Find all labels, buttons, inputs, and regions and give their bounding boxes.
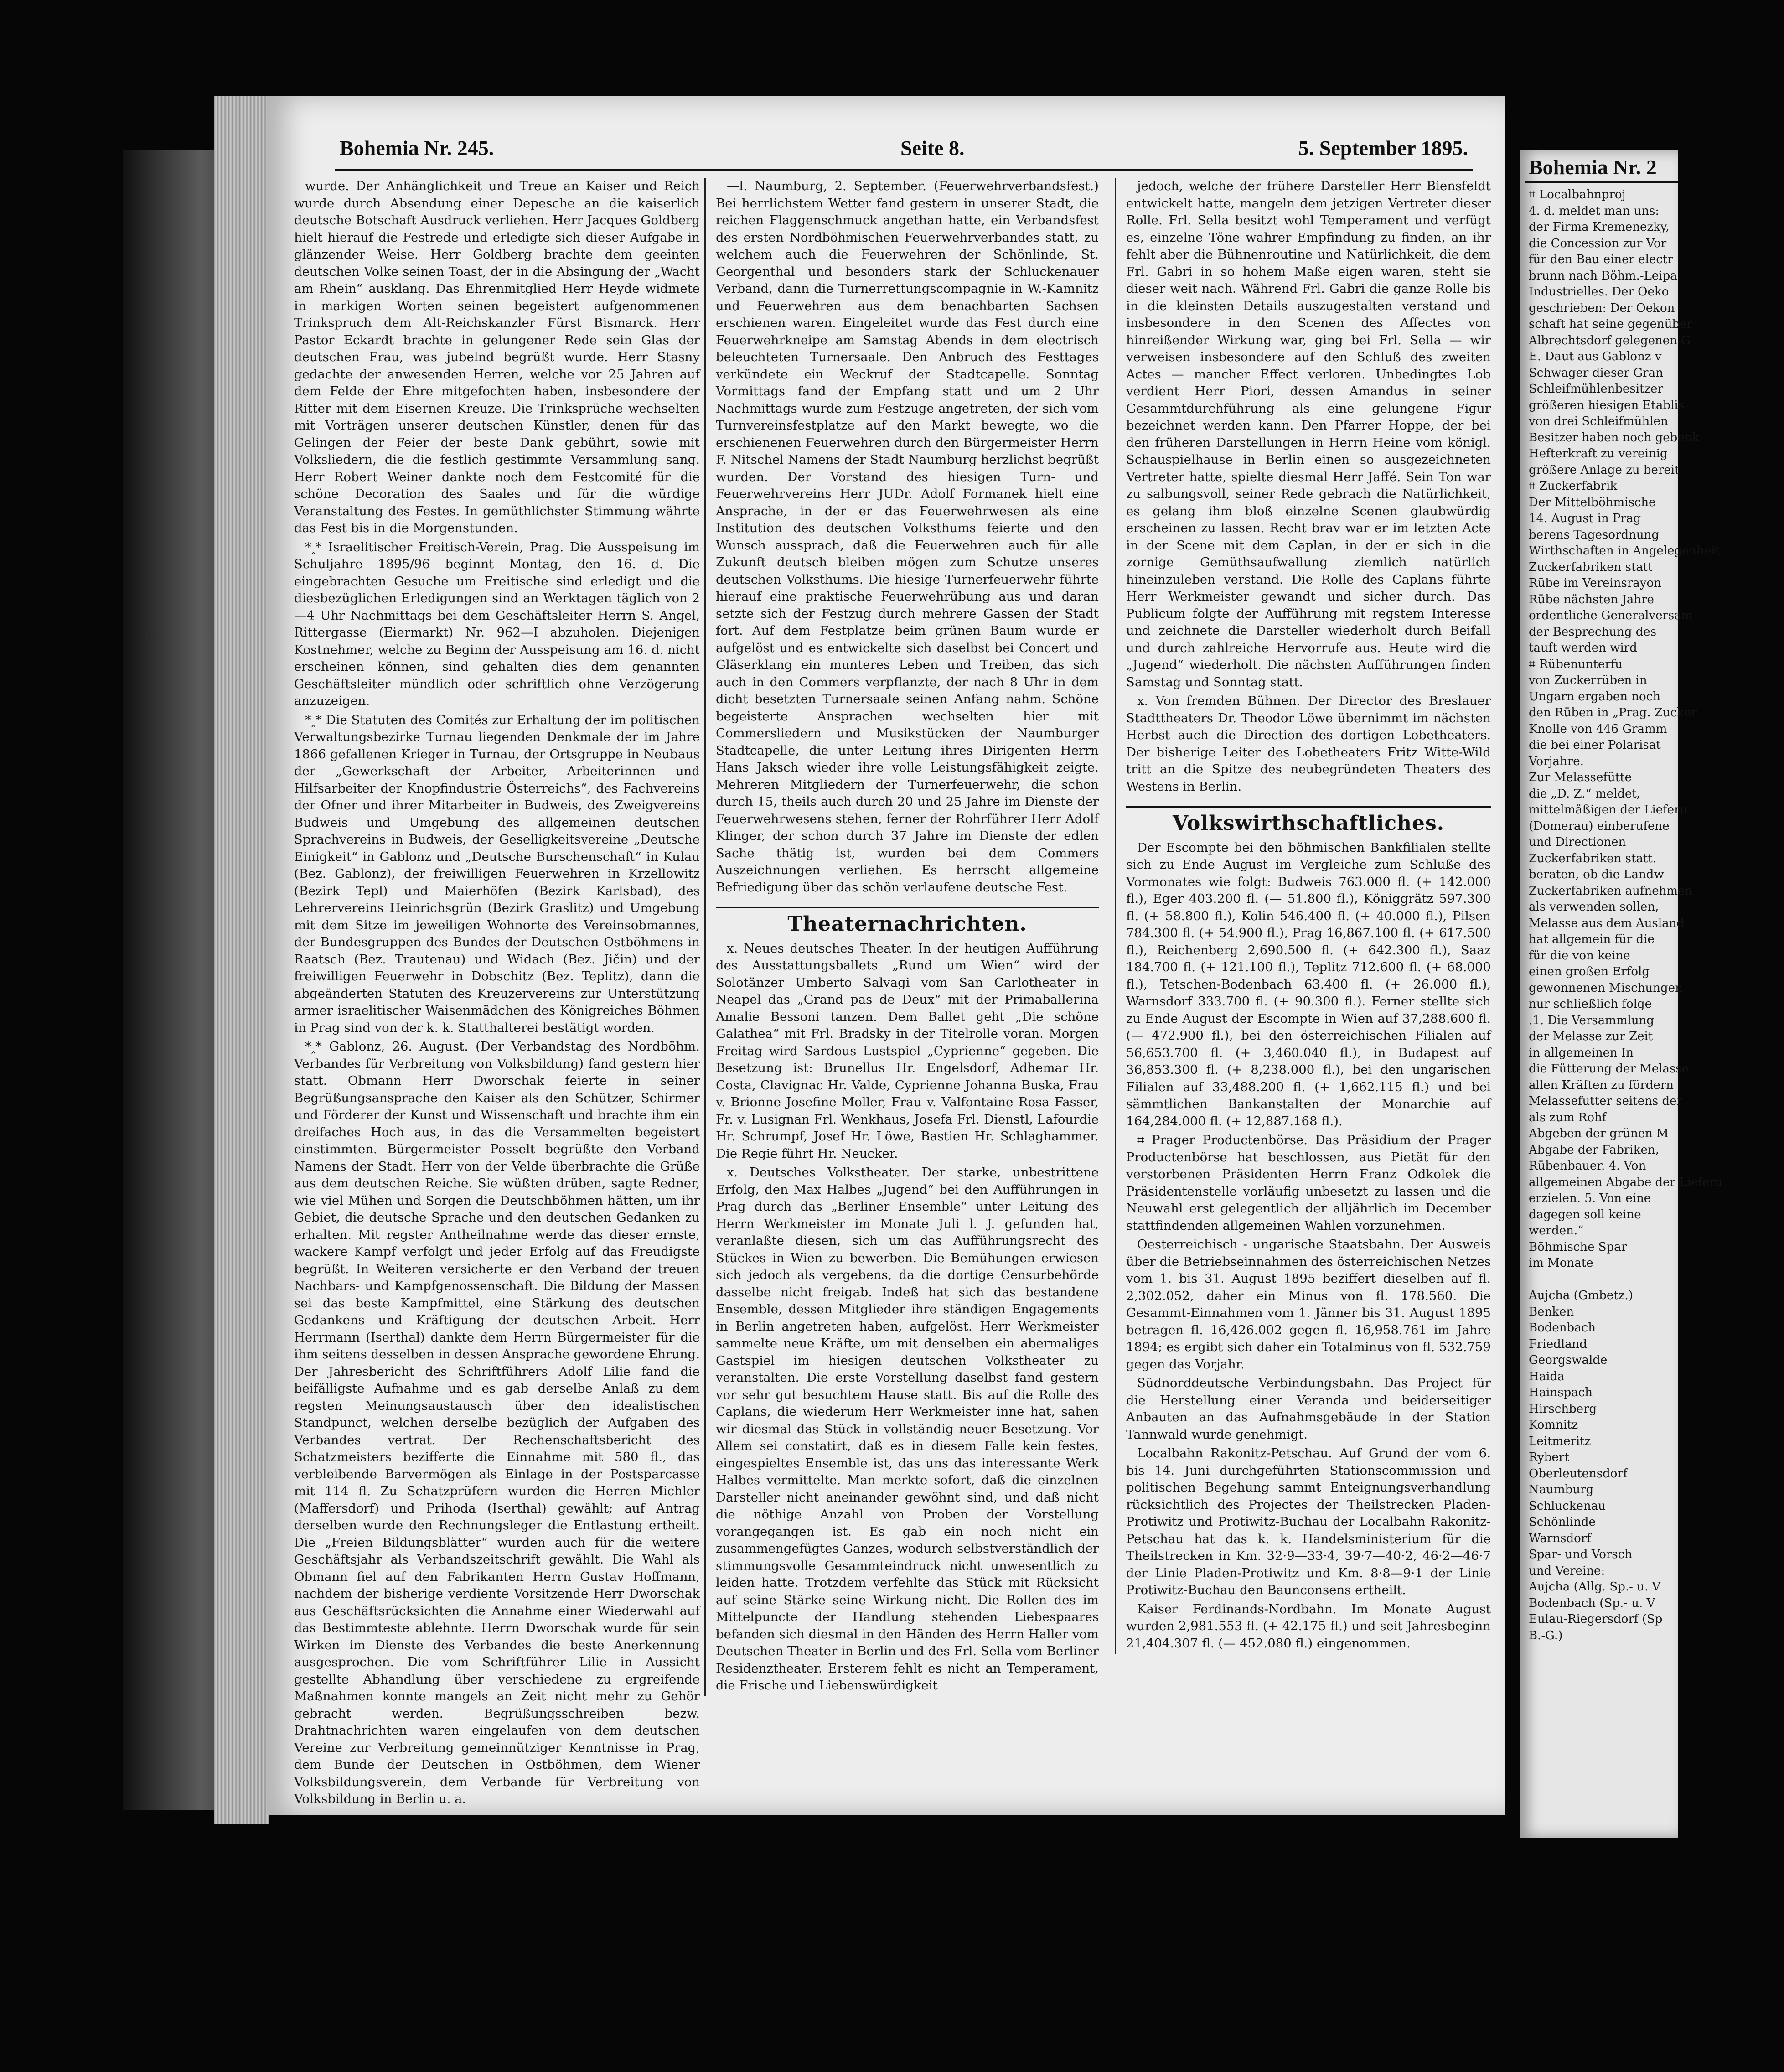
next-page-line: einen großen Erfolg <box>1529 965 1650 979</box>
next-page-line: Spar- und Vorsch <box>1529 1548 1632 1561</box>
next-page-line: in allgemeinen In <box>1529 1046 1634 1060</box>
next-page-line: Vorjahre. <box>1529 754 1584 768</box>
next-page-line: Zuckerfabriken statt. <box>1529 851 1657 865</box>
next-page-line: Hefterkraft zu vereinig <box>1529 447 1668 461</box>
next-page-line: mittelmäßigen der Lieferu <box>1529 803 1688 817</box>
next-page-line: tauft werden wird <box>1529 641 1637 655</box>
next-page-line: erzielen. 5. Von eine <box>1529 1191 1651 1205</box>
next-page-line: für den Bau einer electr <box>1529 253 1673 266</box>
next-page-line: allen Kräften zu fördern <box>1529 1078 1674 1092</box>
next-page-line: geschrieben: Der Oekon <box>1529 301 1675 315</box>
next-page-line: der Besprechung des <box>1529 625 1657 639</box>
next-page-line: und Vereine: <box>1529 1564 1605 1578</box>
next-page-line: Abgeben der grünen M <box>1529 1127 1669 1140</box>
article-paragraph: Localbahn Rakonitz-Petschau. Auf Grund der vom 6. bis 14. Juni durchgeführten Stationscommission und politischen Begehung sammt Enteignungsverhandlung rücksichtlich des Projectes der Theilstrecken Pladen-Protiwitz und Protiwitz-Buchau der Localbahn Rakonitz-Petschau hat das k. k. Handelsministerium für die Theilstrecken in Km. 32·9—33·4, 39·7—40·2, 46·2—46·7 der Linie Pladen-Protiwitz und Km. 8·8—9·1 der Linie Protiwitz-Buchau den Baunconsens ertheilt. <box>1126 1446 1491 1597</box>
header-title: Bohemia Nr. 245. <box>340 136 494 160</box>
column-2 <box>704 178 1099 1696</box>
next-page-line: Friedland <box>1529 1337 1588 1351</box>
article-paragraph: x. Von fremden Bühnen. Der Director des Breslauer Stadttheaters Dr. Theodor Löwe übernimmt im nächsten Herbst auch die Direction des dortigen Lobetheaters. Der bisherige Leiter des Lobetheaters Fritz Witte-Wild tritt an die Spitze des neubegründeten Theaters des Westens in Berlin. <box>1126 694 1491 794</box>
next-page-line: allgemeinen Abgabe der Lieferu <box>1529 1175 1723 1189</box>
next-page-line: Schluckenau <box>1529 1499 1606 1513</box>
next-page-line: brunn nach Böhm.-Leipa <box>1529 269 1677 283</box>
next-page-line: E. Daut aus Gablonz v <box>1529 350 1662 363</box>
next-page-line: Zuckerfabriken aufnehmen <box>1529 884 1693 898</box>
next-page-line: Schwager dieser Gran <box>1529 366 1663 380</box>
next-page-line: (Domerau) einberufene <box>1529 819 1670 833</box>
section-title-economy: Volkswirthschaftliches. <box>1126 806 1491 832</box>
article-paragraph: x. Neues deutsches Theater. In der heutigen Aufführung des Ausstattungsballets „Rund um Wien“ wird der Solotänzer Umberto Salvagi vom San Carlotheater in Neapel das „Grand pas de Deux“ mit der Primaballerina Amalie Bessoni tanzen. Dem Ballet geht „Die schöne Galathea“ mit Frl. Bradsky in der Titelrolle voran. Morgen Freitag wird Sardous Lustspiel „Cyprienne“ gegeben. Die Besetzung ist: Brunellus Hr. Engelsdorf, Adhemar Hr. Costa, Clavignac Hr. Valde, Cyprienne Johanna Buska, Frau v. Brionne Josefine Moller, Frau v. Valfontaine Rosa Fasser, Fr. v. Lusignan Frl. Wenkhaus, Josefa Frl. Dienstl, Lafourdie Hr. Schrumpf, Josef Hr. Löwe, Bastien Hr. Schlaghammer. Die Regie führt Hr. Neucker. <box>716 941 1099 1161</box>
page-edges <box>214 96 269 1824</box>
next-page-line: Hainspach <box>1529 1386 1593 1399</box>
next-page-line: Albrechtsdorf gelegenen G <box>1529 333 1691 347</box>
article-paragraph: *‸* Israelitischer Freitisch-Verein, Prag. Die Ausspeisung im Schuljahre 1895/96 beginnt Montag, den 16. d. Die eingebrachten Gesuche um Freitische sind erledigt und die diesbezüglichen Erledigungen sind an Werktagen täglich von 2—4 Uhr Nachmittags bei dem Geschäftsleiter Herrn S. Angel, Rittergasse (Eiermarkt) Nr. 962—I abzuholen. Diejenigen Kostnehmer, welche zu Beginn der Ausspeisung am 16. d. nicht erscheinen können, sind gehalten dies dem genannten Geschäftsleiter mündlich oder schriftlich ohne Verzögerung anzuzeigen. <box>294 539 700 708</box>
next-page-line: Leitmeritz <box>1529 1434 1591 1448</box>
next-page-line: die „D. Z.“ meldet, <box>1529 787 1641 801</box>
next-page-line: werden.“ <box>1529 1224 1584 1238</box>
next-page-line: Georgswalde <box>1529 1353 1608 1367</box>
next-page-line: Bodenbach <box>1529 1321 1596 1335</box>
article-paragraph: x. Deutsches Volkstheater. Der starke, unbestrittene Erfolg, den Max Halbes „Jugend“ bei den Aufführungen in Prag durch das „Berliner Ensemble“ unter Leitung des Herrn Werkmeister im Monate Juli l. J. gefunden hat, veranlaßte diesen, sich um das Aufführungsrecht des Stückes in Wien zu bewerben. Die Bemühungen erwiesen sich jedoch als vergebens, da die dortige Censurbehörde dasselbe nicht freigab. Indeß hat sich das bestandene Ensemble, dessen Mitglieder ihre ständigen Engagements in Berlin angetreten haben, aufgelöst. Herr Werkmeister sammelte neue Kräfte, um mit denselben ein abermaliges Gastspiel im hiesigen deutschen Volkstheater zu veranstalten. Die erste Vorstellung daselbst fand gestern vor sehr gut besuchtem Hause statt. Bis auf die Rolle des Caplans, die wiederum Herr Werkmeister inne hat, sahen wir diesmal das Stück in vollständig neuer Besetzung. Vor Allem sei constatirt, daß es in diesem Falle kein festes, eingespieltes Ensemble ist, das uns das interessante Werk Halbes vermittelte. Man merkte sofort, daß die einzelnen Darsteller nicht aneinander gewöhnt sind, und daß nicht die nöthige Anzahl von Proben der Vorstellung vorangegangen ist. Es gab ein noch nicht ein zusammengefügtes Ganzes, wodurch selbstverständlich der stimmungsvolle Gesammteindruck nicht unwesentlich zu leiden hatte. Trotzdem verfehlte das Stück mit Rücksicht auf seine Stärke seine Wirkung nicht. Die Rollen des im Mittelpuncte der Handlung stehenden Liebespaares befanden sich diesmal in den Händen des Herrn Haller vom Deutschen Theater in Berlin und des Frl. Sella vom Berliner Residenztheater. Ersterem fehlt es nicht an Temperament, die Frische und Liebenswürdigkeit <box>716 1165 1099 1693</box>
next-page-line: Besitzer haben noch gebenk <box>1529 430 1700 445</box>
next-page-line: Hirschberg <box>1529 1402 1597 1416</box>
next-page-header-rule <box>1525 181 1678 183</box>
next-page-line: ⌗ Zuckerfabrik <box>1529 479 1618 493</box>
next-page-line: 4. d. meldet man uns: <box>1529 204 1660 218</box>
next-page-partial <box>1520 150 1723 1838</box>
column-3 <box>1115 178 1491 1654</box>
next-page-line: für die von keine <box>1529 948 1630 963</box>
next-page-line: Knolle von 446 Gramm <box>1529 722 1667 736</box>
next-page-line: der Melasse zur Zeit <box>1529 1030 1653 1043</box>
next-page-line: B.-G.) <box>1529 1628 1563 1642</box>
column-1 <box>294 178 700 1810</box>
next-page-line: Melasse aus dem Ausland <box>1529 916 1685 930</box>
article-paragraph: *‸* Die Statuten des Comités zur Erhaltung der im politischen Verwaltungsbezirke Turnau liegenden Denkmale der im Jahre 1866 gefallenen Krieger in Turnau, der Ortsgruppe in Neubaus der „Gewerkschaft der Arbeiter, Arbeiterinnen und Hilfsarbeiter der Knopfindustrie Österreichs“, des Fachvereins der Ofner und ihrer Mitarbeiter in Budweis, des Zweigvereins Budweis und Umgebung des allgemeinen deutschen Sprachvereins in Budweis, der Geselligkeitsvereine „Deutsche Einigkeit“ in Gablonz und „Deutsche Burschenschaft“ in Kulau (Bez. Gablonz), der freiwilligen Feuerwehren in Krzellowitz (Bezirk Tepl) und Maierhöfen (Bezirk Karlsbad), des Lehrervereins Heinrichsgrün (Bezirk Graslitz) und Umgebung mit dem Sitze im jeweiligen Wohnorte des Vereinsobmannes, der Bundesgruppen des Bundes der Deutschen Ostböhmens in Raatsch (Bez. Trautenau) und Widach (Bez. Jičin) und der freiwilligen Feuerwehr in Dobschitz (Bez. Teplitz), dann die abgeänderten Statuten des Kreuzervereins zur Unterstützung armer israelitischer Waisenmädchen des Königreiches Böhmen in Prag sind von der k. k. Statthalterei bestätigt worden. <box>294 712 700 1035</box>
next-page-line: der Firma Kremenezky, <box>1529 220 1670 234</box>
next-page-line: Zuckerfabriken statt <box>1529 560 1653 574</box>
next-page-line: Benken <box>1529 1305 1574 1319</box>
next-page-line: Schönlinde <box>1529 1515 1596 1529</box>
next-page-line: Rübe nächsten Jahre <box>1529 592 1654 606</box>
next-page-line: Bodenbach (Sp.- u. V <box>1529 1596 1655 1610</box>
next-page-line: und Directionen <box>1529 835 1626 849</box>
article-paragraph: Oesterreichisch - ungarische Staatsbahn. Der Ausweis über die Betriebseinnahmen des österreichischen Netzes vom 1. bis 31. August 1895 beziffert dieselben auf fl. 2,302.052, daher ein Minus von fl. 178.560. Die Gesammt-Einnahmen vom 1. Jänner bis 31. August 1895 betragen fl. 16,426.002 gegen fl. 16,958.761 im Jahre 1894; es ergibt sich daher ein Totalminus von fl. 532.759 gegen das Vorjahr. <box>1126 1237 1491 1372</box>
next-page-line: ⌗ Rübenunterfu <box>1529 657 1623 671</box>
next-page-line: hat allgemein für die <box>1529 932 1655 946</box>
next-page-line: Schleifmühlenbesitzer <box>1529 382 1664 396</box>
header-rule <box>335 169 1473 171</box>
next-page-line: Komnitz <box>1529 1418 1578 1432</box>
next-page-line: Rybert <box>1529 1450 1569 1464</box>
article-paragraph: —l. Naumburg, 2. September. (Feuerwehrverbandsfest.) Bei herrlichstem Wetter fand gestern in unserer Stadt, die reichen Flaggenschmuck angethan hatte, ein Verbandsfest des ersten Nordböhmischen Feuerwehrverbandes statt, zu welchem auch die Feuerwehren der Schönlinde, St. Georgenthal und besonders stark der Schluckenauer Verband, dann die Turnerrettungscompagnie in W.-Kamnitz und Feuerwehren aus dem benachbarten Sachsen erschienen waren. Eingeleitet wurde das Fest durch eine Feuerwehrkneipe am Samstag Abends in dem electrisch beleuchteten Turnersaale. Den Anbruch des Festtages verkündete ein Weckruf der Stadtcapelle. Sonntag Vormittags fand der Empfang statt und um 2 Uhr Nachmittags wurde zum Festzuge angetreten, der sich vom Turnvereinsfestplatze auf den Markt bewegte, wo die erschienenen Feuerwehren durch den Bürgermeister Herrn F. Nitschel Namens der Stadt Naumburg herzlichst begrüßt wurden. Der Vorstand des hiesigen Turn- und Feuerwehrvereins Herr JUDr. Adolf Formanek hielt eine Ansprache, in der er das Feuerwehrwesen als eine Institution des deutschen Volksthums feierte und den Wunsch aussprach, daß die Feuerwehren auch für alle Zukunft deutsch bleiben mögen zum Schutze unseres deutschen Volksthums. Die hiesige Turnerfeuerwehr führte hierauf eine praktische Feuerwehrübung aus und daran setzte sich der Festzug durch mehrere Gassen der Stadt fort. Auf dem Festplatze beim grünen Baum wurde er aufgelöst und es entwickelte sich daselbst bei Concert und Gläserklang ein munteres Leben und Treiben, das sich auch in den Commers verpflanzte, der nach 8 Uhr in dem dicht besetzten Turnersaale seinen Anfang nahm. Schöne begeisterte Ansprachen wechselten hier mit Commersliedern und Musikstücken der Naumburger Stadtcapelle, die unter Leitung ihres Dirigenten Herrn Hans Jaksch wieder ihre volle Leistungsfähigkeit zeigte. Mehreren Mitgliedern der Turnerfeuerwehr, die schon durch 15, theils auch durch 20 und 25 Jahre im Dienste der Feuerwehrwesens stehen, ferner der Rohrführer Herr Adolf Klinger, der schon durch 37 Jahre im Dienste der edlen Sache thätig ist, wurden bei dem Commers Auszeichnungen verliehen. Es herrscht allgemeine Befriedigung über das schön verlaufene deutsche Fest. <box>716 179 1099 895</box>
next-page-line: als verwenden sollen, <box>1529 900 1659 914</box>
page-header <box>340 136 1468 168</box>
next-page-line: Rübenbauer. 4. Von <box>1529 1159 1646 1173</box>
header-date: 5. September 1895. <box>1298 136 1468 160</box>
next-page-line: ordentliche Generalversam <box>1529 609 1693 622</box>
next-page-column <box>1529 187 1784 1644</box>
next-page-line: schaft hat seine gegenüber <box>1529 317 1692 331</box>
next-page-line: die Concession zur Vor <box>1529 236 1667 250</box>
next-page-line <box>1529 1272 1784 1288</box>
next-page-line: die Fütterung der Melasse <box>1529 1062 1689 1076</box>
next-page-line: Haida <box>1529 1369 1565 1383</box>
article-paragraph: jedoch, welche der frühere Darsteller Herr Biensfeldt entwickelt hatte, mangeln dem jetzigen Vertreter dieser Rolle. Frl. Sella besitzt wohl Temperament und verfügt es, einzelne Töne wahrer Empfindung zu finden, an ihr fehlt aber die Bühnenroutine und Natürlichkeit, die dem Frl. Gabri in so hohem Maße eigen waren, steht sie dieser weit nach. Während Frl. Gabri die ganze Rolle bis in die kleinsten Details auszugestalten verstand und insbesondere in den Scenen des Affectes von hinreißender Wirkung war, ging bei Frl. Sella — wir verweisen insbesondere auf den Schluß des zweiten Actes — mancher Effect verloren. Unbedingtes Lob verdient Herr Piori, dessen Amandus in seiner Gesammtdurchführung als eine gelungene Figur bezeichnet werden kann. Den Pfarrer Hoppe, der bei den früheren Darstellungen in Herrn Heine vom königl. Schauspielhause in Berlin einen so ausgezeichneten Vertreter hatte, spielte diesmal Herr Jaffé. Sein Ton war zu salbungsvoll, seiner Rede gebrach die Natürlichkeit, es gelang ihm bloß einzelne Scenen glaubwürdig erscheinen zu lassen. Recht brav war er im letzten Acte in der Scene mit dem Caplan, in der er sich in die zornige Gemüthsaufwallung ziemlich natürlich hineinzuleben verstand. Die Rolle des Caplans führte Herr Werkmeister gewandt und sicher durch. Das Publicum folgte der Aufführung mit regstem Interesse und zeichnete die Darsteller wiederholt durch Beifall und durch zahlreiche Hervorrufe aus. Heute wird die „Jugend“ wiederholt. Die nächsten Aufführungen finden Samstag und Sonntag statt. <box>1126 179 1491 689</box>
next-page-line: gewonnenen Mischungen <box>1529 981 1683 995</box>
next-page-line: Aujcha (Allg. Sp.- u. V <box>1529 1580 1661 1594</box>
next-page-line: den Rüben in „Prag. Zucker <box>1529 706 1697 720</box>
article-paragraph: *‸* Gablonz, 26. August. (Der Verbandstag des Nordböhm. Verbandes für Verbreitung von Volksbildung) fand gestern hier statt. Obmann Herr Dworschak feierte in seiner Begrüßungsansprache den Kaiser als den Schützer, Schirmer und Förderer der Kunst und Wissenschaft und brachte ihm ein dreifaches Hoch aus, in das die Versammelten begeistert einstimmten. Bürgermeister Posselt begrüßte den Verband Namens der Stadt. Herr von der Velde überbrachte die Grüße aus dem deutschen Reiche. Sie wüßten drüben, sagte Redner, wie viel Mühen und Sorgen die Deutschböhmen hätten, um ihr Gebiet, die deutsche Sprache und den deutschen Gedanken zu erhalten. Mit regster Antheilnahme werde das dieser ernste, wackere Kampf verfolgt und jeder Erfolg auf das Freudigste begrüßt. In Weiteren versicherte er den Verband der treuen Nachbars- und Kampfgenossenschaft. Die Bildung der Massen sei das beste Kampfmittel, eine Stärkung des deutschen Gedankens und Kräftigung der deutschen Arbeit. Herr Herrmann (Iserthal) dankte dem Herrn Bürgermeister für die ihm seitens desselben in dessen Ansprache gewordene Ehrung. Der Jahresbericht des Schriftführers Adolf Lilie fand die beifälligste Aufnahme und es gab derselbe Anlaß zu dem regsten Meinungsaustausch über den idealistischen Standpunct, welchen derselbe bezüglich der Aufgaben des Verbandes vertrat. Der Rechenschaftsbericht des Schatzmeisters bezifferte die Einnahme mit 580 fl., das verbleibende Barvermögen als Einlage in der Postsparcasse mit 114 fl. Zu Schatzprüfern wurden die Herren Michler (Maffersdorf) und Prihoda (Iserthal) gewählt; auf Antrag derselben wurde den Rechnungsleger die Entlastung ertheilt. Die „Freien Bildungsblätter“ wurden auch für die weitere Geschäftsjahr als Verbandszeitschrift gewählt. Die Wahl als Obmann fiel auf den Fabrikanten Herrn Gustav Hoffmann, nachdem der bisherige verdiente Vorsitzende Herr Dworschak aus Geschäftsrücksichten die Annahme einer Wiederwahl auf das Bestimmteste ablehnte. Herrn Dworschak wurde für sein Wirken im Dienste des Verbandes die beste Anerkennung ausgesprochen. Die vom Schriftführer Lilie in Aussicht gestellte Abhandlung über verschiedene zu ergreifende Maßnahmen konnte mangels an Zeit nicht mehr zu Gehör gebracht werden. Begrüßungsschreiben bezw. Drahtnachrichten waren eingelaufen von dem deutschen Vereine zur Verbreitung gemeinnütziger Kenntnisse in Prag, dem Bunde der Deutschen in Ostböhmen, dem Wiener Volksbildungsverein, dem Verbande für Verbreitung von Volksbildung in Berlin u. a. <box>294 1039 700 1806</box>
article-paragraph: Kaiser Ferdinands-Nordbahn. Im Monate August wurden 2,981.553 fl. (+ 42.175 fl.) und seit Jahresbeginn 21,404.307 fl. (— 452.080 fl.) eingenommen. <box>1126 1601 1491 1651</box>
article-paragraph: wurde. Der Anhänglichkeit und Treue an Kaiser und Reich wurde durch Absendung einer Depesche an die kaiserlich deutsche Botschaft Ausdruck verliehen. Herr Jacques Goldberg hielt hierauf die Festrede und erledigte sich dieser Aufgabe in glänzender Weise. Herr Goldberg brachte dem geeinten deutschen Volke seinen Toast, der in die Absingung der „Wacht am Rhein“ ausklang. Das Ehrenmitglied Herr Heyde widmete in markigen Worten seinen begeistert aufgenommenen Trinkspruch dem Alt-Reichskanzler Fürst Bismarck. Herr Pastor Eckardt brachte in gelungener Rede sein Glas der deutschen Frau, was jubelnd begrüßt wurde. Herr Stasny gedachte der anwesenden Herren, welche vor 25 Jahren auf dem Felde der Ehre mitgefochten haben, insbesondere der Ritter mit dem Eisernen Kreuze. Die Trinksprüche wechselten mit Vorträgen unserer deutschen Künstler, denen für das Gelingen der Feier der beste Dank gebührt, sowie mit Volksliedern, die die festlich gestimmte Versammlung sang. Herr Robert Weiner dankte noch dem Festcomité für die schöne Decoration des Saales und für die würdige Veranstaltung des Festes. In gemüthlichster Stimmung währte das Fest bis in die Morgenstunden. <box>294 179 700 535</box>
newspaper-page <box>267 96 1505 1815</box>
article-paragraph: ⌗ Prager Productenbörse. Das Präsidium der Prager Productenbörse hat beschlossen, aus Pietät für den verstorbenen Präsidenten Herrn Franz Odkolek die Präsidentenstelle vorläufig unbesetzt zu lassen und die Neuwahl erst gelegentlich der alljährlich im December stattfindenden allgemeinen Wahlen vorzunehmen. <box>1126 1133 1491 1233</box>
next-page-line: beraten, ob die Landw <box>1529 868 1664 881</box>
next-page-line: 14. August in Prag <box>1529 512 1641 525</box>
next-page-line: größeren hiesigen Etablis <box>1529 398 1684 412</box>
next-page-line: Ungarn ergaben noch <box>1529 689 1660 704</box>
next-page-line: Melassefutter seitens der <box>1529 1094 1682 1108</box>
next-page-line: dagegen soll keine <box>1529 1207 1641 1222</box>
next-page-line: von drei Schleifmühlen <box>1529 414 1668 428</box>
next-page-line: Naumburg <box>1529 1483 1594 1497</box>
next-page-line: als zum Rohf <box>1529 1110 1607 1124</box>
next-page-line: Oberleutensdorf <box>1529 1466 1628 1481</box>
next-page-line: Rübe im Vereinsrayon <box>1529 576 1661 590</box>
next-page-line: von Zuckerrüben in <box>1529 673 1647 687</box>
next-page-line: ⌗ Localbahnproj <box>1529 188 1626 202</box>
next-page-line: berens Tagesordnung <box>1529 528 1659 542</box>
next-page-line: Böhmische Spar <box>1529 1240 1627 1254</box>
next-page-line: nur schließlich folge <box>1529 997 1652 1011</box>
section-title-theater: Theaternachrichten. <box>716 907 1099 933</box>
header-page-number: Seite 8. <box>900 136 965 160</box>
next-page-line: die bei einer Polarisat <box>1529 738 1661 752</box>
next-page-line: Warnsdorf <box>1529 1531 1591 1545</box>
next-page-line: Eulau-Riegersdorf (Sp <box>1529 1612 1663 1626</box>
next-page-line: .1. Die Versammlung <box>1529 1013 1654 1027</box>
next-page-line: im Monate <box>1529 1256 1593 1270</box>
next-page-line: Aujcha (Gmbetz.) <box>1529 1289 1633 1302</box>
next-page-line: größere Anlage zu bereit <box>1529 463 1680 477</box>
next-page-line: Abgabe der Fabriken, <box>1529 1143 1659 1157</box>
next-page-line: Industrielles. Der Oeko <box>1529 285 1669 299</box>
next-page-header: Bohemia Nr. 2 <box>1529 155 1657 179</box>
next-page-line: Zur Melassefütte <box>1529 771 1632 784</box>
next-page-line: Wirthschaften in Angelegenheit <box>1529 544 1720 558</box>
article-paragraph: Der Escompte bei den böhmischen Bankfilialen stellte sich zu Ende August im Vergleiche zum Schluße des Vormonates wie folgt: Budweis 763.000 fl. (+ 142.000 fl.), Eger 403.200 fl. (— 51.800 fl.), Königgrätz 597.300 fl. (+ 58.800 fl.), Kolin 546.400 fl. (+ 40.000 fl.), Pilsen 784.300 fl. (+ 54.900 fl.), Prag 16,867.100 fl. (+ 617.500 fl.), Reichenberg 2,690.500 fl. (+ 642.300 fl.), Saaz 184.700 fl. (+ 121.100 fl.), Teplitz 712.600 fl. (+ 68.000 fl.), Tetschen-Bodenbach 63.400 fl. (+ 26.000 fl.), Warnsdorf 333.700 fl. (+ 90.300 fl.). Ferner stellte sich zu Ende August der Escompte in Wien auf 37,288.600 fl. (— 472.900 fl.), bei den österreichischen Filialen auf 56,653.700 fl. (+ 3,460.040 fl.), in Budapest auf 36,853.300 fl. (+ 8,238.000 fl.), bei den ungarischen Filialen auf 33,488.200 fl. (+ 1,662.115 fl.) und bei sämmtlichen Bankanstalten der Monarchie auf 164,284.000 fl. (+ 12,887.168 fl.). <box>1126 840 1491 1129</box>
article-paragraph: Südnorddeutsche Verbindungsbahn. Das Project für die Herstellung einer Veranda und beiderseitiger Anbauten an das Aufnahmsgebäude in der Station Tannwald wurde genehmigt. <box>1126 1376 1491 1442</box>
next-page-line: Der Mittelböhmische <box>1529 495 1656 509</box>
